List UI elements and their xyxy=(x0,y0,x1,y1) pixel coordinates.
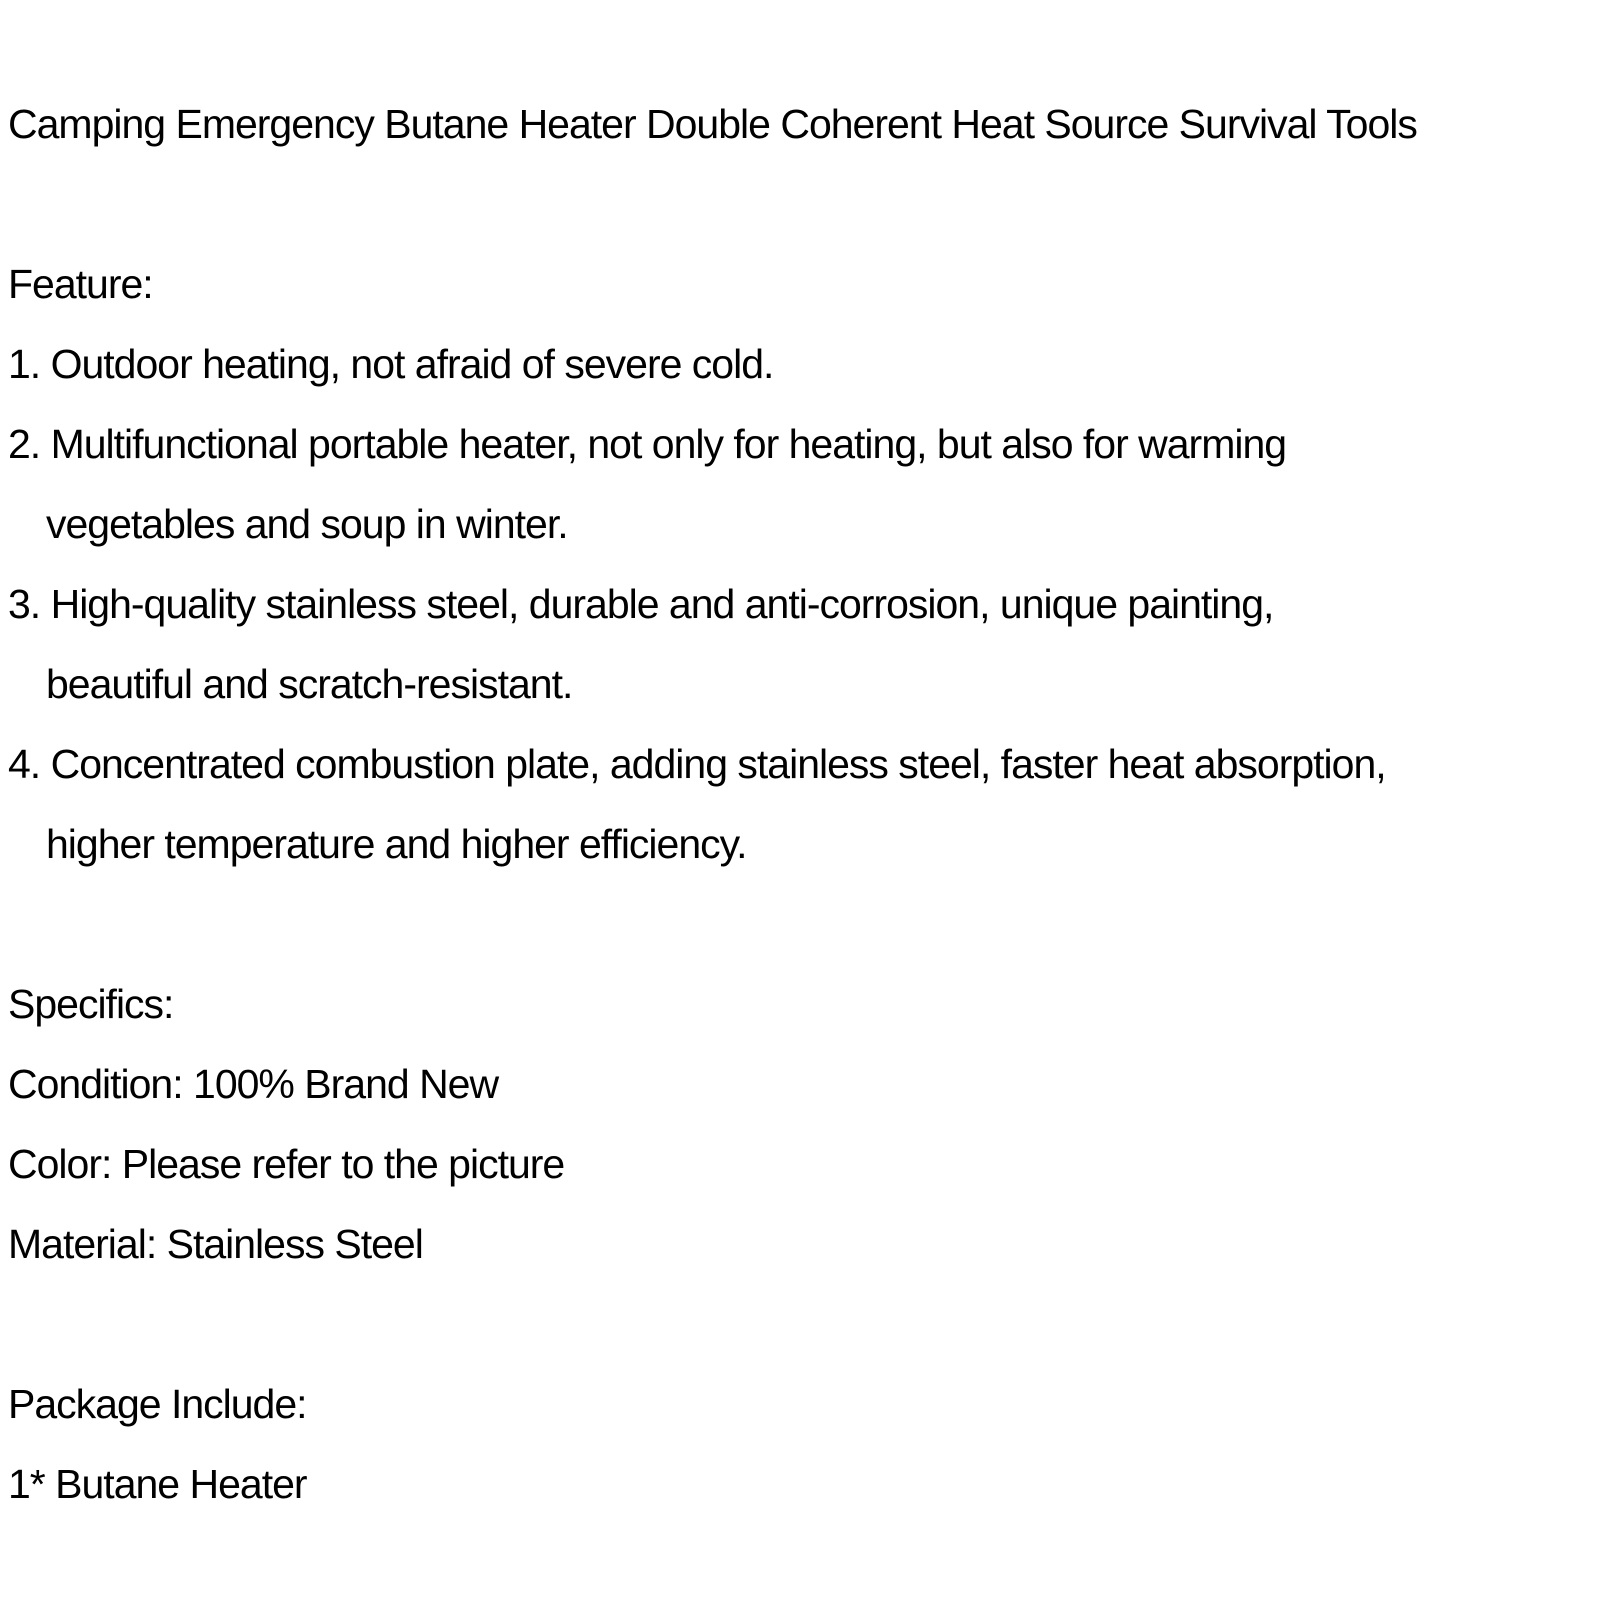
specifics-heading: Specifics: xyxy=(8,981,174,1027)
feature-item-3-line-1: 3. High-quality stainless steel, durable and anti-corrosion, unique painting, xyxy=(8,581,1274,627)
feature-item-3-line-2: beautiful and scratch-resistant. xyxy=(46,661,573,707)
feature-item-4-line-2: higher temperature and higher efficiency. xyxy=(46,821,747,867)
blank-line xyxy=(8,884,1592,964)
feature-heading: Feature: xyxy=(8,261,153,307)
feature-item-2-line-2: vegetables and soup in winter. xyxy=(46,501,568,547)
feature-item-1: 1. Outdoor heating, not afraid of severe cold. xyxy=(8,341,774,387)
specifics-material: Material: Stainless Steel xyxy=(8,1221,423,1267)
feature-item-4-line-1: 4. Concentrated combustion plate, adding stainless steel, faster heat absorption, xyxy=(8,741,1386,787)
feature-item-2-line-1: 2. Multifunctional portable heater, not only for heating, but also for warming xyxy=(8,421,1287,467)
package-include-item: 1* Butane Heater xyxy=(8,1461,307,1507)
blank-line xyxy=(8,164,1592,244)
specifics-color: Color: Please refer to the picture xyxy=(8,1141,565,1187)
package-include-heading: Package Include: xyxy=(8,1381,307,1427)
specifics-condition: Condition: 100% Brand New xyxy=(8,1061,499,1107)
product-title: Camping Emergency Butane Heater Double Coherent Heat Source Survival Tools xyxy=(8,101,1417,147)
blank-line xyxy=(8,1284,1592,1364)
